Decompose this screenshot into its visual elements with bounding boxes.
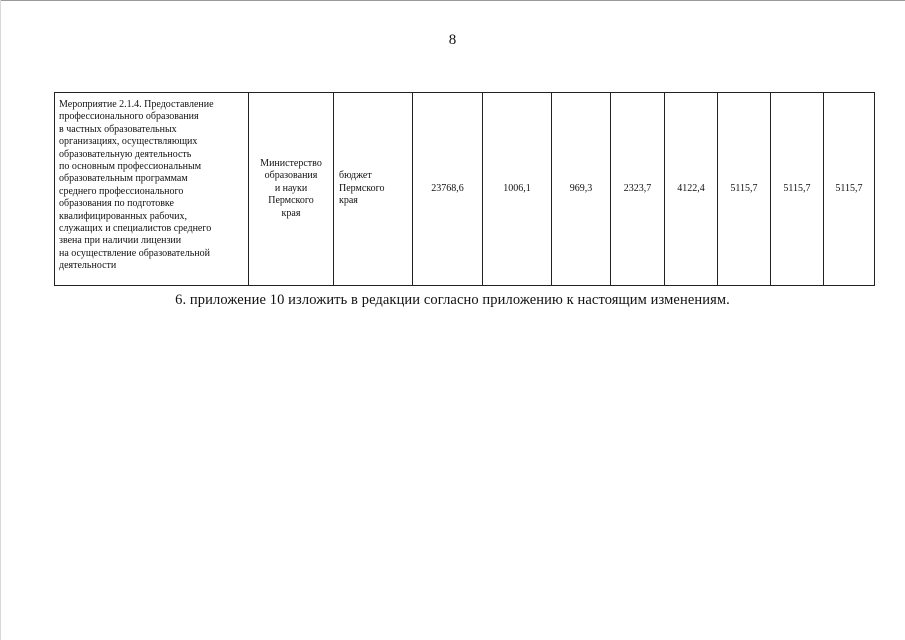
table-cell-funding-source: бюджет Пермского края [334,93,413,286]
table-cell-value: 1006,1 [483,93,552,286]
top-border-line [0,0,905,1]
table-cell-value: 5115,7 [771,93,824,286]
table-cell-value: 2323,7 [611,93,665,286]
table-cell-value: 969,3 [552,93,611,286]
table-cell-value: 5115,7 [824,93,875,286]
table-cell-description: Мероприятие 2.1.4. Предоставление профессионального образования в частных образовательных организациях, осуществляющих образовательную деятельность по основным профессиональным образовательным программам среднего профессионального образования по подготовке квалифицированных рабочих, служащих и специалистов среднего звена при наличии лицензии на осуществление образовательной деятельности [55,93,249,286]
table-row [55,93,875,286]
table-cell-value: 5115,7 [718,93,771,286]
table-cell-value-total: 23768,6 [413,93,483,286]
budget-table [54,92,875,286]
amendment-paragraph: 6. приложение 10 изложить в редакции согласно приложению к настоящим изменениям. [175,292,730,308]
table-cell-executor: Министерство образования и науки Пермского края [249,93,334,286]
page-number: 8 [448,32,457,48]
left-border-line [0,0,1,640]
table-cell-value: 4122,4 [665,93,718,286]
